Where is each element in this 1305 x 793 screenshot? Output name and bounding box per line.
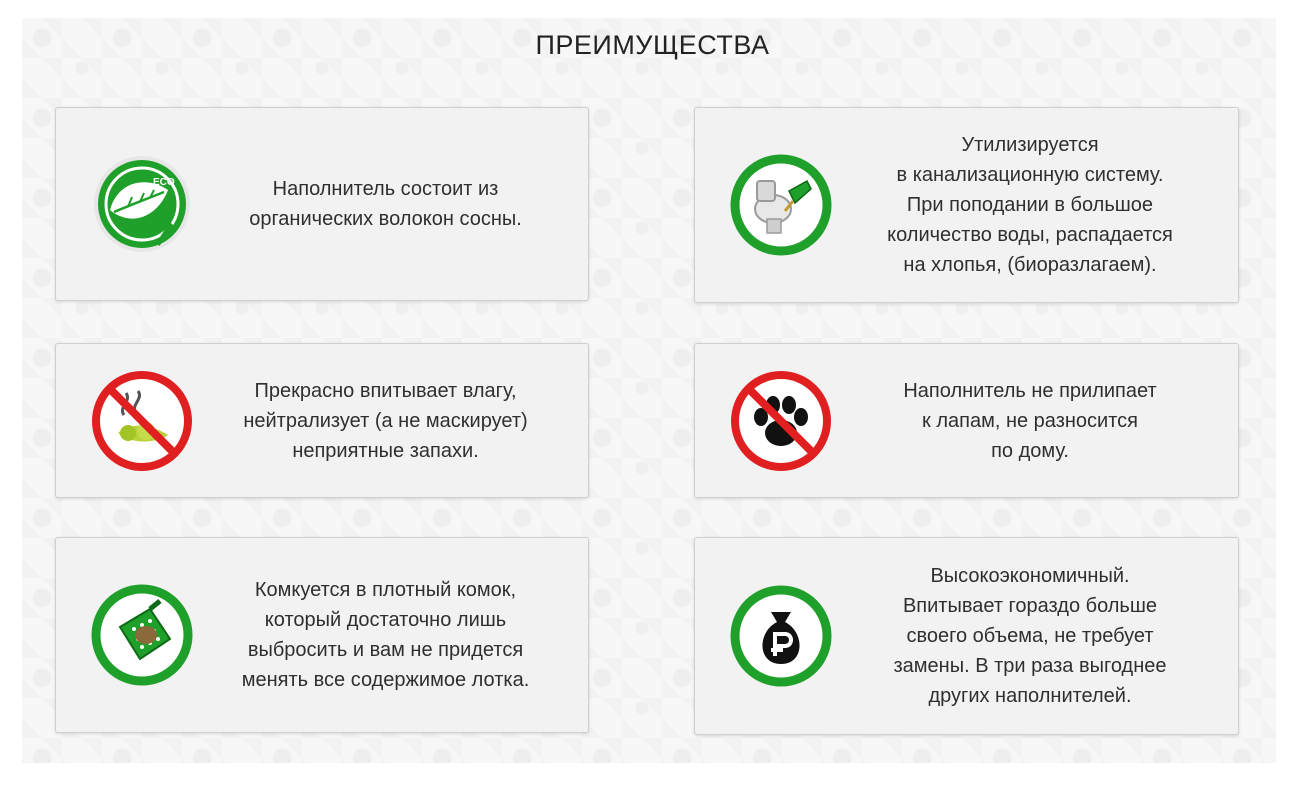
advantage-card-clumping <box>55 537 589 733</box>
advantage-card-odor <box>55 343 589 498</box>
eco-leaf-icon <box>88 150 196 258</box>
advantage-card-flushable <box>694 107 1239 303</box>
advantage-card-organic <box>55 107 589 301</box>
toilet-flush-icon <box>727 151 835 259</box>
advantage-text: Комкуется в плотный комок, который достаточно лишь выбросить и вам не придется менять все содержимое лотка. <box>241 579 530 691</box>
advantage-card-economy <box>694 537 1239 735</box>
clump-scoop-icon <box>88 581 196 689</box>
advantage-text: Наполнитель состоит из органических волокон сосны. <box>249 178 522 230</box>
advantage-text: Прекрасно впитывает влагу, нейтрализует (а не маскирует) неприятные запахи. <box>243 379 528 462</box>
no-odor-icon <box>88 367 196 475</box>
advantage-card-paws <box>694 343 1239 498</box>
no-paw-icon <box>727 367 835 475</box>
advantage-text: Утилизируется в канализационную систему. При поподании в большое количество воды, распадается на хлопья, (биоразлагаем). <box>887 134 1173 276</box>
section-title: ПРЕИМУЩЕСТВА <box>535 30 770 60</box>
money-bag-icon <box>727 582 835 690</box>
svg-text:ECO: ECO <box>153 177 175 188</box>
advantage-text: Высокоэкономичный. Впитывает гораздо больше своего объема, не требует замены. В три раза выгоднее других наполнителей. <box>893 565 1167 707</box>
advantage-text: Наполнитель не прилипает к лапам, не разносится по дому. <box>903 379 1157 462</box>
